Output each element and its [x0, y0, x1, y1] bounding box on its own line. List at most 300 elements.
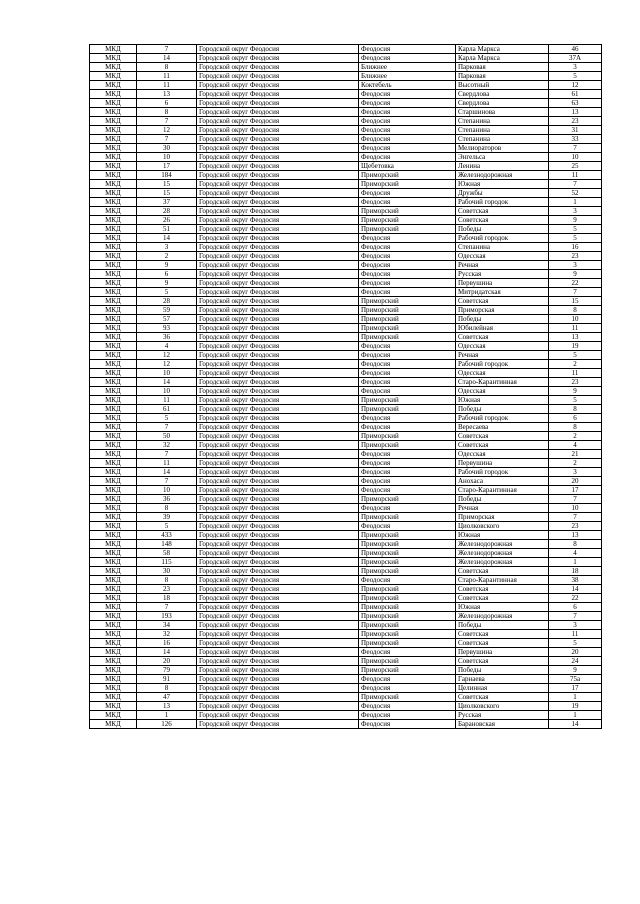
count-cell: 39 [137, 513, 197, 522]
street-cell: Одесская [456, 252, 549, 261]
type-cell: МКД [90, 54, 137, 63]
housing-register-table [89, 44, 602, 729]
count-cell: 7 [137, 117, 197, 126]
type-cell: МКД [90, 477, 137, 486]
house-number-cell: 17 [549, 684, 602, 693]
settlement-cell: Приморский [359, 216, 456, 225]
type-cell: МКД [90, 585, 137, 594]
house-number-cell: 7 [549, 144, 602, 153]
count-cell: 26 [137, 216, 197, 225]
house-number-cell: 25 [549, 162, 602, 171]
type-cell: МКД [90, 180, 137, 189]
count-cell: 57 [137, 315, 197, 324]
district-cell: Городской округ Феодосия [197, 81, 359, 90]
count-cell: 30 [137, 144, 197, 153]
street-cell: Дружбы [456, 189, 549, 198]
house-number-cell: 7 [549, 495, 602, 504]
street-cell: Советская [456, 297, 549, 306]
district-cell: Городской округ Феодосия [197, 360, 359, 369]
type-cell: МКД [90, 657, 137, 666]
street-cell: Анохаса [456, 477, 549, 486]
settlement-cell: Приморский [359, 639, 456, 648]
table-row [90, 261, 602, 270]
house-number-cell: 6 [549, 603, 602, 612]
type-cell: МКД [90, 216, 137, 225]
house-number-cell: 4 [549, 549, 602, 558]
count-cell: 184 [137, 171, 197, 180]
type-cell: МКД [90, 504, 137, 513]
settlement-cell: Приморский [359, 396, 456, 405]
district-cell: Городской округ Феодосия [197, 324, 359, 333]
table-row [90, 657, 602, 666]
house-number-cell: 8 [549, 306, 602, 315]
table-row [90, 306, 602, 315]
settlement-cell: Приморский [359, 549, 456, 558]
house-number-cell: 3 [549, 207, 602, 216]
count-cell: 14 [137, 468, 197, 477]
table-row [90, 117, 602, 126]
district-cell: Городской округ Феодосия [197, 45, 359, 54]
table-row [90, 504, 602, 513]
settlement-cell: Феодосия [359, 711, 456, 720]
table-row [90, 558, 602, 567]
type-cell: МКД [90, 648, 137, 657]
district-cell: Городской округ Феодосия [197, 657, 359, 666]
type-cell: МКД [90, 117, 137, 126]
settlement-cell: Феодосия [359, 504, 456, 513]
type-cell: МКД [90, 396, 137, 405]
settlement-cell: Приморский [359, 630, 456, 639]
type-cell: МКД [90, 378, 137, 387]
settlement-cell: Приморский [359, 540, 456, 549]
count-cell: 28 [137, 207, 197, 216]
street-cell: Южная [456, 531, 549, 540]
district-cell: Городской округ Феодосия [197, 585, 359, 594]
table-row [90, 567, 602, 576]
district-cell: Городской округ Феодосия [197, 387, 359, 396]
type-cell: МКД [90, 90, 137, 99]
street-cell: Одесская [456, 387, 549, 396]
count-cell: 9 [137, 279, 197, 288]
house-number-cell: 4 [549, 441, 602, 450]
house-number-cell: 1 [549, 711, 602, 720]
street-cell: Советская [456, 216, 549, 225]
count-cell: 23 [137, 585, 197, 594]
street-cell: Первушина [456, 279, 549, 288]
table-row [90, 720, 602, 729]
count-cell: 58 [137, 549, 197, 558]
house-number-cell: 5 [549, 72, 602, 81]
settlement-cell: Феодосия [359, 342, 456, 351]
type-cell: МКД [90, 441, 137, 450]
settlement-cell: Феодосия [359, 684, 456, 693]
house-number-cell: 3 [549, 468, 602, 477]
settlement-cell: Феодосия [359, 252, 456, 261]
district-cell: Городской округ Феодосия [197, 153, 359, 162]
type-cell: МКД [90, 207, 137, 216]
count-cell: 30 [137, 567, 197, 576]
type-cell: МКД [90, 450, 137, 459]
house-number-cell: 23 [549, 522, 602, 531]
table-row [90, 585, 602, 594]
street-cell: Победы [456, 666, 549, 675]
street-cell: Речная [456, 261, 549, 270]
type-cell: МКД [90, 621, 137, 630]
house-number-cell: 14 [549, 585, 602, 594]
table-row [90, 531, 602, 540]
count-cell: 32 [137, 441, 197, 450]
table-row [90, 333, 602, 342]
type-cell: МКД [90, 639, 137, 648]
street-cell: Свердлова [456, 90, 549, 99]
street-cell: Железнодорожная [456, 171, 549, 180]
district-cell: Городской округ Феодосия [197, 675, 359, 684]
house-number-cell: 1 [549, 693, 602, 702]
table-row [90, 648, 602, 657]
type-cell: МКД [90, 297, 137, 306]
settlement-cell: Приморский [359, 324, 456, 333]
settlement-cell: Феодосия [359, 189, 456, 198]
count-cell: 5 [137, 522, 197, 531]
settlement-cell: Феодосия [359, 423, 456, 432]
type-cell: МКД [90, 99, 137, 108]
type-cell: МКД [90, 315, 137, 324]
count-cell: 14 [137, 234, 197, 243]
street-cell: Свердлова [456, 99, 549, 108]
street-cell: Старо-Карантинная [456, 486, 549, 495]
house-number-cell: 5 [549, 234, 602, 243]
table-row [90, 90, 602, 99]
house-number-cell: 20 [549, 477, 602, 486]
table-row [90, 297, 602, 306]
house-number-cell: 6 [549, 414, 602, 423]
house-number-cell: 24 [549, 657, 602, 666]
district-cell: Городской округ Феодосия [197, 351, 359, 360]
settlement-cell: Феодосия [359, 261, 456, 270]
settlement-cell: Приморский [359, 531, 456, 540]
district-cell: Городской округ Феодосия [197, 567, 359, 576]
settlement-cell: Приморский [359, 315, 456, 324]
settlement-cell: Феодосия [359, 351, 456, 360]
district-cell: Городской округ Феодосия [197, 477, 359, 486]
house-number-cell: 22 [549, 279, 602, 288]
table-row [90, 459, 602, 468]
settlement-cell: Ближнее [359, 72, 456, 81]
district-cell: Городской округ Феодосия [197, 621, 359, 630]
street-cell: Советская [456, 432, 549, 441]
type-cell: МКД [90, 630, 137, 639]
street-cell: Железнодорожная [456, 540, 549, 549]
house-number-cell: 9 [549, 216, 602, 225]
settlement-cell: Приморский [359, 621, 456, 630]
house-number-cell: 2 [549, 360, 602, 369]
settlement-cell: Феодосия [359, 243, 456, 252]
type-cell: МКД [90, 360, 137, 369]
street-cell: Советская [456, 693, 549, 702]
district-cell: Городской округ Феодосия [197, 225, 359, 234]
district-cell: Городской округ Феодосия [197, 522, 359, 531]
district-cell: Городской округ Феодосия [197, 396, 359, 405]
type-cell: МКД [90, 612, 137, 621]
type-cell: МКД [90, 693, 137, 702]
street-cell: Южная [456, 603, 549, 612]
count-cell: 93 [137, 324, 197, 333]
street-cell: Советская [456, 630, 549, 639]
type-cell: МКД [90, 135, 137, 144]
street-cell: Рабочий городок [456, 198, 549, 207]
count-cell: 17 [137, 162, 197, 171]
house-number-cell: 9 [549, 387, 602, 396]
count-cell: 34 [137, 621, 197, 630]
count-cell: 11 [137, 459, 197, 468]
settlement-cell: Феодосия [359, 675, 456, 684]
house-number-cell: 63 [549, 99, 602, 108]
type-cell: МКД [90, 288, 137, 297]
district-cell: Городской округ Феодосия [197, 207, 359, 216]
street-cell: Старшинова [456, 108, 549, 117]
type-cell: МКД [90, 495, 137, 504]
settlement-cell: Приморский [359, 207, 456, 216]
district-cell: Городской округ Феодосия [197, 198, 359, 207]
house-number-cell: 18 [549, 567, 602, 576]
table-row [90, 621, 602, 630]
street-cell: Карла Маркса [456, 45, 549, 54]
house-number-cell: 1 [549, 558, 602, 567]
count-cell: 50 [137, 432, 197, 441]
count-cell: 126 [137, 720, 197, 729]
table-row [90, 450, 602, 459]
settlement-cell: Феодосия [359, 477, 456, 486]
type-cell: МКД [90, 594, 137, 603]
settlement-cell: Феодосия [359, 486, 456, 495]
count-cell: 18 [137, 594, 197, 603]
house-number-cell: 2 [549, 459, 602, 468]
house-number-cell: 22 [549, 594, 602, 603]
district-cell: Городской округ Феодосия [197, 270, 359, 279]
settlement-cell: Приморский [359, 612, 456, 621]
table-row [90, 45, 602, 54]
street-cell: Приморская [456, 513, 549, 522]
street-cell: Советская [456, 207, 549, 216]
settlement-cell: Коктебель [359, 81, 456, 90]
district-cell: Городской округ Феодосия [197, 315, 359, 324]
count-cell: 7 [137, 45, 197, 54]
table-row [90, 477, 602, 486]
count-cell: 28 [137, 297, 197, 306]
district-cell: Городской округ Феодосия [197, 162, 359, 171]
table-row [90, 432, 602, 441]
table-row [90, 171, 602, 180]
count-cell: 7 [137, 450, 197, 459]
district-cell: Городской округ Феодосия [197, 252, 359, 261]
type-cell: МКД [90, 333, 137, 342]
street-cell: Южная [456, 180, 549, 189]
count-cell: 7 [137, 135, 197, 144]
district-cell: Городской округ Феодосия [197, 243, 359, 252]
table-row [90, 153, 602, 162]
settlement-cell: Феодосия [359, 387, 456, 396]
settlement-cell: Приморский [359, 441, 456, 450]
type-cell: МКД [90, 684, 137, 693]
district-cell: Городской округ Феодосия [197, 441, 359, 450]
count-cell: 15 [137, 189, 197, 198]
settlement-cell: Приморский [359, 333, 456, 342]
district-cell: Городской округ Феодосия [197, 171, 359, 180]
district-cell: Городской округ Феодосия [197, 126, 359, 135]
street-cell: Советская [456, 639, 549, 648]
table-row [90, 270, 602, 279]
house-number-cell: 7 [549, 288, 602, 297]
type-cell: МКД [90, 252, 137, 261]
table-row [90, 342, 602, 351]
district-cell: Городской округ Феодосия [197, 639, 359, 648]
street-cell: Советская [456, 567, 549, 576]
type-cell: МКД [90, 468, 137, 477]
district-cell: Городской округ Феодосия [197, 648, 359, 657]
street-cell: Русская [456, 711, 549, 720]
table-row [90, 324, 602, 333]
type-cell: МКД [90, 405, 137, 414]
street-cell: Одесская [456, 450, 549, 459]
street-cell: Степанина [456, 126, 549, 135]
count-cell: 11 [137, 72, 197, 81]
type-cell: МКД [90, 108, 137, 117]
house-number-cell: 2 [549, 432, 602, 441]
table-row [90, 495, 602, 504]
street-cell: Старо-Карантинная [456, 576, 549, 585]
table-row [90, 612, 602, 621]
house-number-cell: 19 [549, 702, 602, 711]
count-cell: 14 [137, 378, 197, 387]
settlement-cell: Приморский [359, 585, 456, 594]
house-number-cell: 1 [549, 198, 602, 207]
table-row [90, 351, 602, 360]
settlement-cell: Феодосия [359, 198, 456, 207]
table-row [90, 225, 602, 234]
house-number-cell: 52 [549, 189, 602, 198]
house-number-cell: 20 [549, 648, 602, 657]
district-cell: Городской округ Феодосия [197, 333, 359, 342]
count-cell: 10 [137, 369, 197, 378]
settlement-cell: Феодосия [359, 135, 456, 144]
house-number-cell: 21 [549, 450, 602, 459]
table-row [90, 594, 602, 603]
street-cell: Мелиораторов [456, 144, 549, 153]
house-number-cell: 11 [549, 171, 602, 180]
table-row [90, 180, 602, 189]
type-cell: МКД [90, 603, 137, 612]
count-cell: 14 [137, 648, 197, 657]
settlement-cell: Феодосия [359, 576, 456, 585]
count-cell: 16 [137, 639, 197, 648]
district-cell: Городской округ Феодосия [197, 459, 359, 468]
district-cell: Городской округ Феодосия [197, 540, 359, 549]
type-cell: МКД [90, 567, 137, 576]
settlement-cell: Феодосия [359, 369, 456, 378]
type-cell: МКД [90, 144, 137, 153]
street-cell: Победы [456, 621, 549, 630]
district-cell: Городской округ Феодосия [197, 513, 359, 522]
table-row [90, 207, 602, 216]
type-cell: МКД [90, 414, 137, 423]
street-cell: Ленина [456, 162, 549, 171]
street-cell: Юбилейная [456, 324, 549, 333]
street-cell: Победы [456, 495, 549, 504]
table-row [90, 72, 602, 81]
table-row [90, 405, 602, 414]
house-number-cell: 15 [549, 297, 602, 306]
count-cell: 8 [137, 504, 197, 513]
house-number-cell: 16 [549, 243, 602, 252]
count-cell: 11 [137, 396, 197, 405]
table-row [90, 135, 602, 144]
district-cell: Городской округ Феодосия [197, 90, 359, 99]
street-cell: Победы [456, 225, 549, 234]
settlement-cell: Приморский [359, 495, 456, 504]
street-cell: Степанина [456, 135, 549, 144]
settlement-cell: Приморский [359, 171, 456, 180]
type-cell: МКД [90, 549, 137, 558]
street-cell: Русская [456, 270, 549, 279]
settlement-cell: Ближнее [359, 63, 456, 72]
settlement-cell: Феодосия [359, 270, 456, 279]
house-number-cell: 13 [549, 108, 602, 117]
house-number-cell: 11 [549, 630, 602, 639]
street-cell: Первушина [456, 648, 549, 657]
house-number-cell: 3 [549, 621, 602, 630]
settlement-cell: Приморский [359, 297, 456, 306]
street-cell: Речная [456, 504, 549, 513]
type-cell: МКД [90, 459, 137, 468]
district-cell: Городской округ Феодосия [197, 297, 359, 306]
settlement-cell: Приморский [359, 603, 456, 612]
table-row [90, 315, 602, 324]
street-cell: Одесская [456, 369, 549, 378]
district-cell: Городской округ Феодосия [197, 108, 359, 117]
district-cell: Городской округ Феодосия [197, 576, 359, 585]
street-cell: Энгельса [456, 153, 549, 162]
table-row [90, 279, 602, 288]
count-cell: 36 [137, 333, 197, 342]
house-number-cell: 10 [549, 153, 602, 162]
district-cell: Городской округ Феодосия [197, 630, 359, 639]
district-cell: Городской округ Феодосия [197, 117, 359, 126]
settlement-cell: Феодосия [359, 414, 456, 423]
street-cell: Советская [456, 585, 549, 594]
table-row [90, 468, 602, 477]
count-cell: 12 [137, 126, 197, 135]
settlement-cell: Феодосия [359, 45, 456, 54]
district-cell: Городской округ Феодосия [197, 702, 359, 711]
settlement-cell: Феодосия [359, 279, 456, 288]
district-cell: Городской округ Феодосия [197, 216, 359, 225]
street-cell: Южная [456, 396, 549, 405]
table-row [90, 234, 602, 243]
type-cell: МКД [90, 432, 137, 441]
house-number-cell: 75а [549, 675, 602, 684]
count-cell: 12 [137, 360, 197, 369]
house-number-cell: 46 [549, 45, 602, 54]
type-cell: МКД [90, 531, 137, 540]
settlement-cell: Феодосия [359, 378, 456, 387]
count-cell: 7 [137, 477, 197, 486]
district-cell: Городской округ Феодосия [197, 306, 359, 315]
count-cell: 37 [137, 198, 197, 207]
table-row [90, 684, 602, 693]
district-cell: Городской округ Феодосия [197, 261, 359, 270]
table-row [90, 378, 602, 387]
street-cell: Циолковского [456, 702, 549, 711]
